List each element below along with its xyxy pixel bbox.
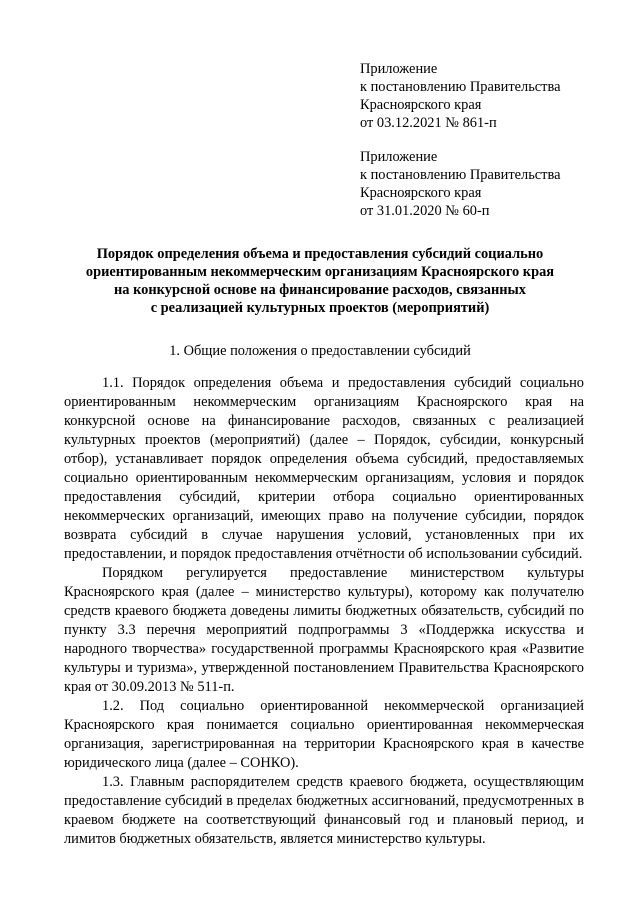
paragraph-1-1: 1.1. Порядок определения объема и предоставления субсидий социально ориентированным некоммерческим организациям Красноярского края на конкурсной основе на финансирование расходов, связанных с реализацией культурных проектов (мероприятий) (далее – Порядок, субсидии, конкурсный отбор), устанавливает порядок определения объема субсидий, предоставляемых социально ориентированным некоммерческим организациям, условия и порядок предоставления субсидий, критерии отбора социально ориентированных некоммерческих организаций, имеющих право на получение субсидии, порядок возврата субсидий в случае нарушения условий, установленных при их предоставлении, и порядок предоставления отчётности об использовании субсидий.	[64, 375, 584, 562]
appendix-1-line-1: Приложение	[360, 61, 438, 77]
document-title	[60, 245, 580, 317]
document-body	[64, 374, 584, 849]
paragraph-1-3: 1.3. Главным распорядителем средств краевого бюджета, осуществляющим предоставление субсидий в пределах бюджетных ассигнований, предусмотренных в краевом бюджете на соответствующий финансовый год и плановый период, и лимитов бюджетных обязательств, является министерство культуры.	[64, 774, 584, 847]
appendix-block-1	[360, 60, 560, 132]
title-line-3: на конкурсной основе на финансирование расходов, связанных	[113, 282, 526, 298]
section-heading: 1. Общие положения о предоставлении субсидий	[169, 343, 471, 359]
appendix-2-line-2: к постановлению Правительства	[360, 167, 561, 183]
paragraph-1-2: 1.2. Под социально ориентированной некоммерческой организацией Красноярского края понимается социально ориентированная некоммерческая организация, зарегистрированная на территории Красноярского края в качестве юридического лица (далее – СОНКО).	[64, 698, 584, 771]
appendix-1-line-4: от 03.12.2021 № 861-п	[360, 115, 497, 131]
paragraph-scope: Порядком регулируется предоставление министерством культуры Красноярского края (далее – министерство культуры), которому как получателю средств краевого бюджета доведены лимиты бюджетных обязательств, субсидий по пункту 3.3 перечня мероприятий подпрограммы 3 «Поддержка искусства и народного творчества» государственной программы Красноярского края «Развитие культуры и туризма», утвержденной постановлением Правительства Красноярского края от 30.09.2013 № 511-п.	[64, 565, 584, 695]
appendix-block-2	[360, 148, 560, 220]
appendix-2-line-1: Приложение	[360, 149, 438, 165]
appendix-2-line-3: Красноярского края	[360, 185, 482, 201]
title-line-2: ориентированным некоммерческим организациям Красноярского края	[85, 264, 555, 280]
appendix-2-line-4: от 31.01.2020 № 60-п	[360, 203, 490, 219]
title-line-1: Порядок определения объема и предоставления субсидий социально	[96, 246, 544, 262]
title-line-4: с реализацией культурных проектов (мероприятий)	[150, 300, 490, 316]
appendix-1-line-2: к постановлению Правительства	[360, 79, 561, 95]
appendix-1-line-3: Красноярского края	[360, 97, 482, 113]
